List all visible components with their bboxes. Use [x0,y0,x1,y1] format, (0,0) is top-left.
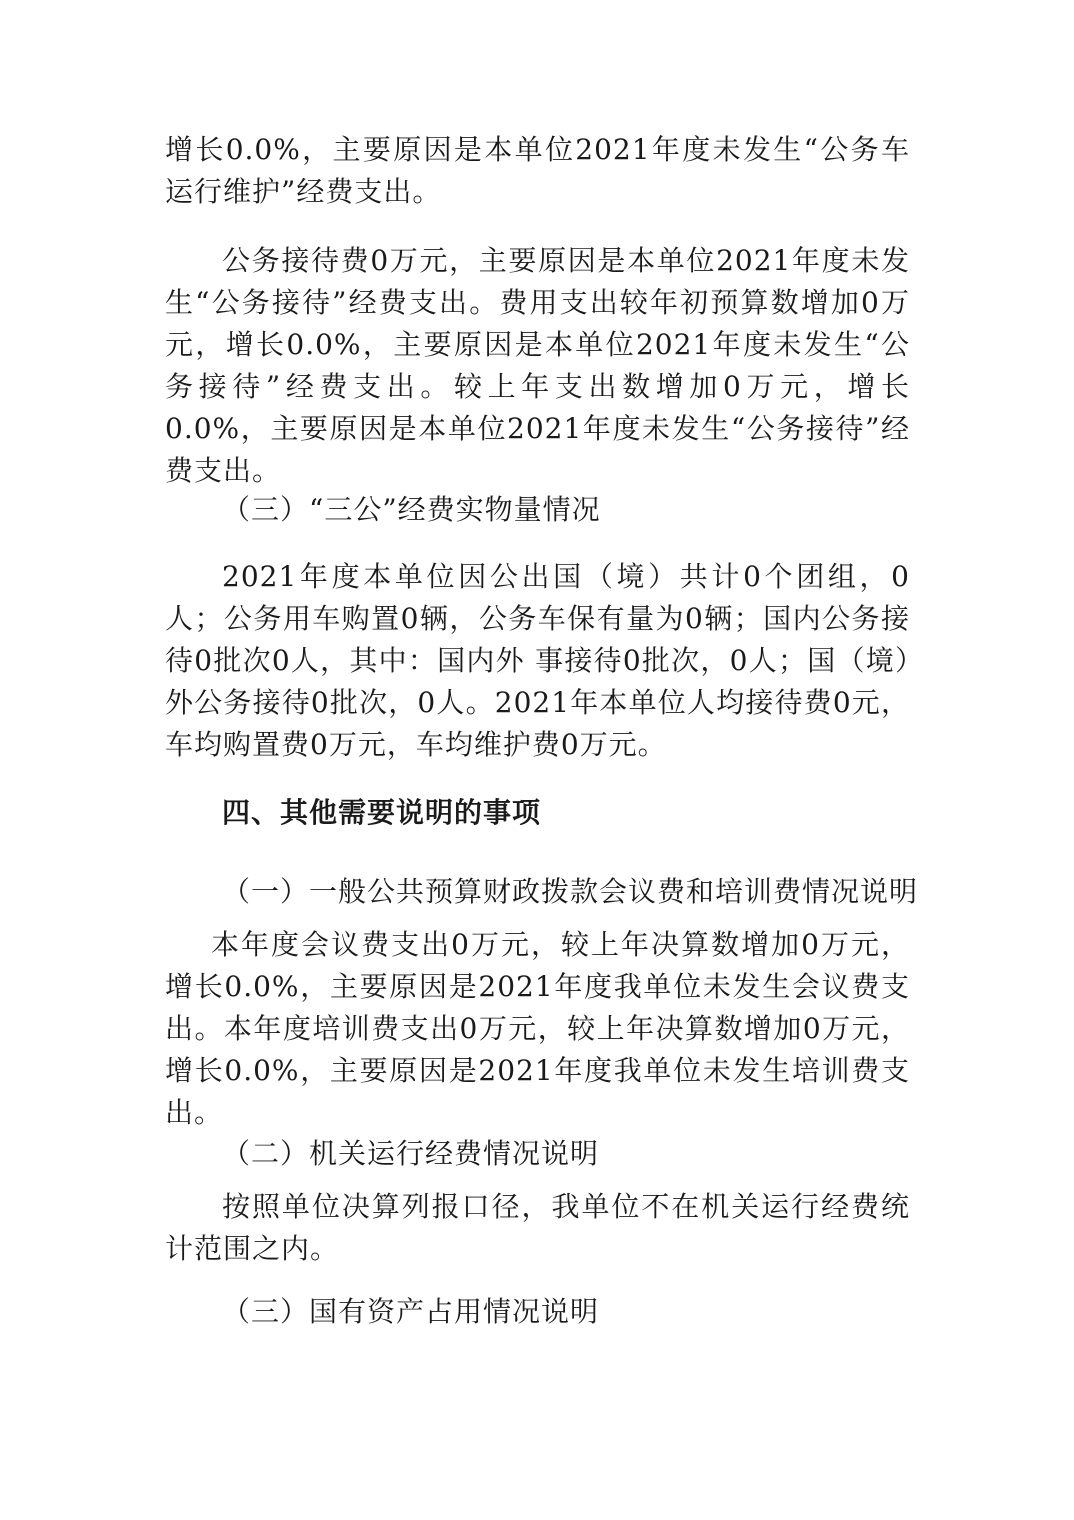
heading-agency-operating-funds: （二）机关运行经费情况说明 [222,1137,600,1170]
paragraph-physical-quantity: 2021年度本单位因公出国（境）共计0个团组，0人；公务用车购置0辆，公务车保有量为0辆；国内公务接待0批次0人，其中：国内外 事接待0批次，0人；国（境）外公务接待0批次，0人。2021年本单位人均接待费0元，车均购置费0万元，车均维护费0万元。 [165,560,910,761]
paragraph-meeting-training-fees: 本年度会议费支出0万元，较上年决算数增加0万元，增长0.0%，主要原因是2021年度我单位未发生会议费支出。本年度培训费支出0万元，较上年决算数增加0万元，增长0.0%，主要原因是2021年度我单位未发生培训费支出。 [165,928,910,1129]
heading-other-matters: 四、其他需要说明的事项 [222,796,542,829]
heading-state-assets: （三）国有资产占用情况说明 [222,1295,600,1328]
paragraph-agency-operating-funds: 按照单位决算列报口径，我单位不在机关运行经费统计范围之内。 [165,1190,910,1265]
paragraph-reception-expense: 公务接待费0万元，主要原因是本单位2021年度未发生“公务接待”经费支出。费用支出较年初预算数增加0万元，增长0.0%，主要原因是本单位2021年度未发生“公务接待”经费支出。较上年支出数增加0万元，增长0.0%，主要原因是本单位2021年度未发生“公务接待”经费支出。 [165,244,910,487]
paragraph-vehicle-maintenance-continued: 增长0.0%，主要原因是本单位2021年度未发生“公务车运行维护”经费支出。 [165,133,910,208]
heading-meeting-training-fees: （一）一般公共预算财政拨款会议费和培训费情况说明 [222,875,919,908]
heading-three-public-physical-quantity: （三）“三公”经费实物量情况 [222,493,601,526]
